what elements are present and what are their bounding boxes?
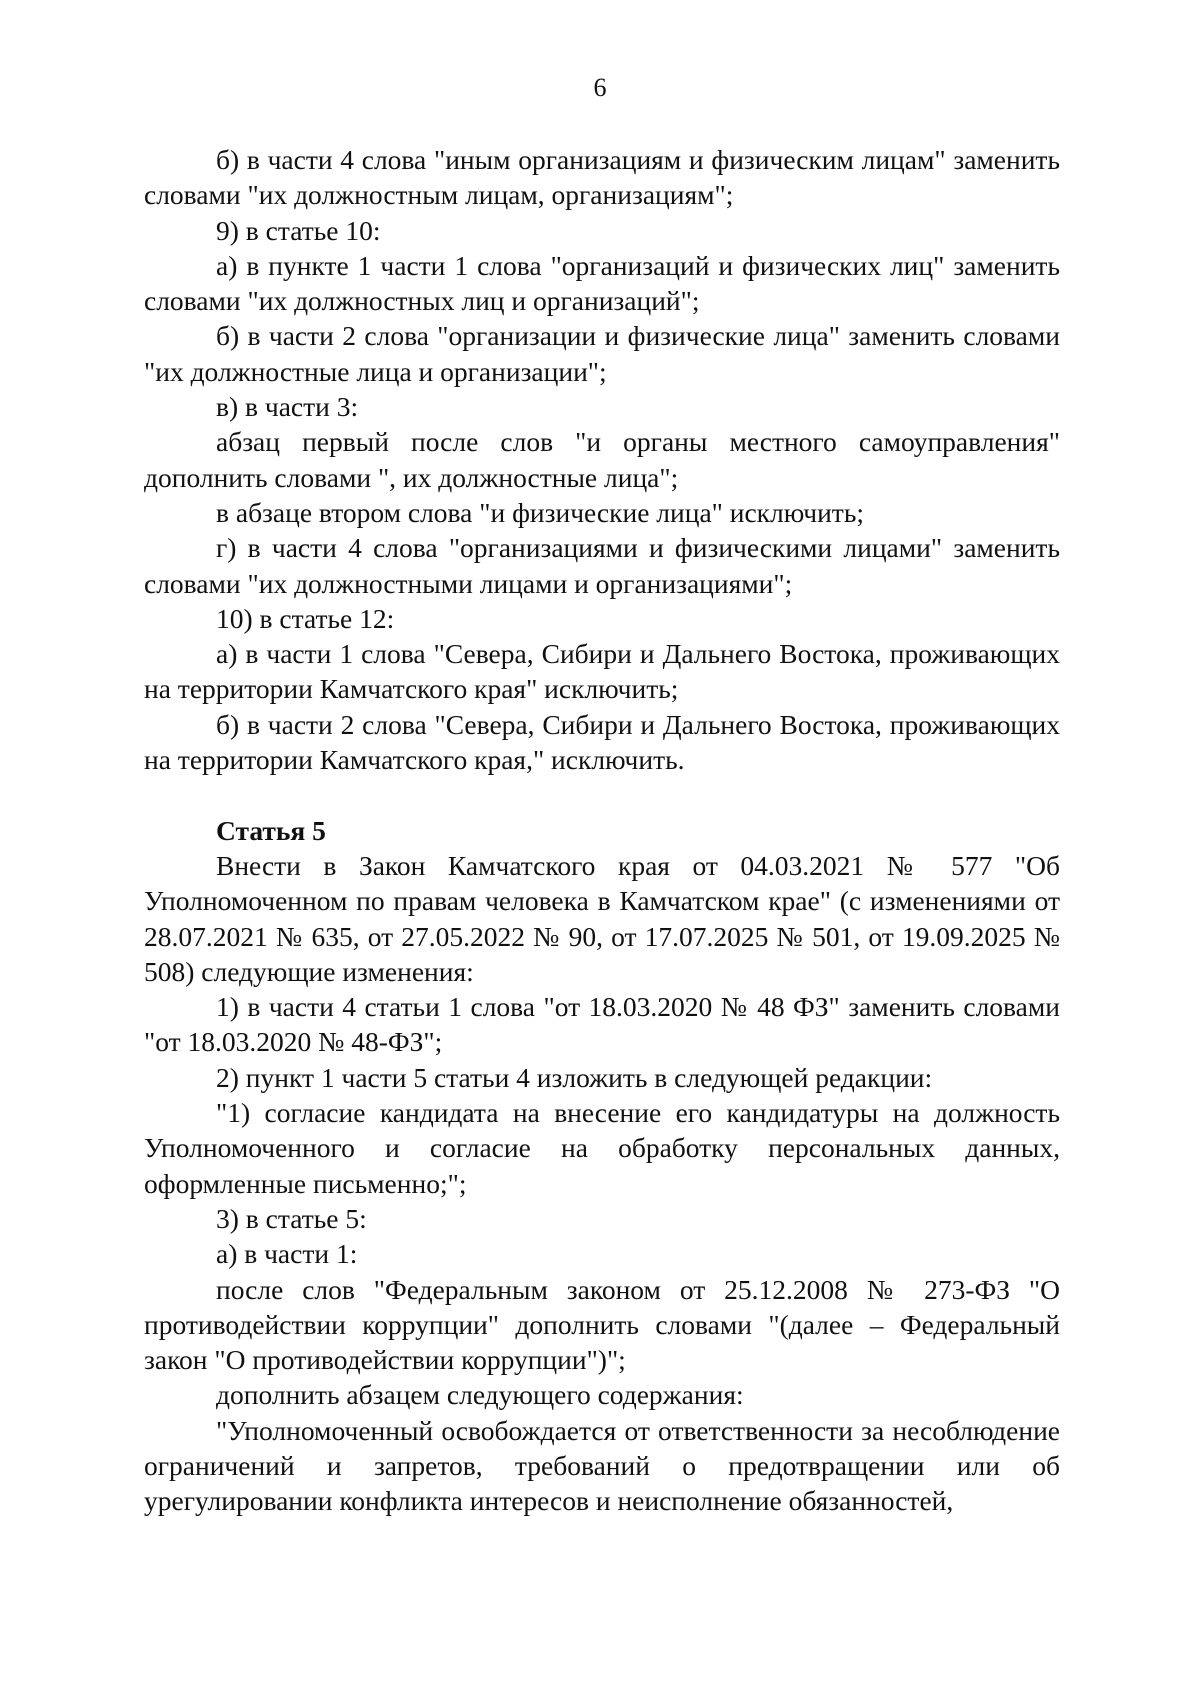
paragraph: 9) в статье 10: xyxy=(216,214,381,246)
paragraph: а) в пункте 1 части 1 слова "организаций и физических лиц" заменить словами "их должностных лиц и организаций"; xyxy=(144,249,1060,317)
paragraph: а) в части 1: xyxy=(216,1238,358,1270)
paragraph: Внести в Закон Камчатского края от 04.03.2021 № 577 "Об Уполномоченном по правам человека в Камчатском крае" (с изменениями от 28.07.2021 № 635, от 27.05.2022 № 90, от 17.07.2025 № 501, от 19.09.2025 № 508) следующие изменения: xyxy=(144,849,1060,987)
paragraph: а) в части 1 слова "Севера, Сибири и Дальнего Востока, проживающих на территории Камчатского края" исключить; xyxy=(144,638,1060,705)
paragraph: г) в части 4 слова "организациями и физическими лицами" заменить словами "их должностными лицами и организациями"; xyxy=(144,532,1060,599)
paragraph: в) в части 3: xyxy=(216,391,359,423)
page-number: 6 xyxy=(593,73,607,102)
paragraph: после слов "Федеральным законом от 25.12.2008 № 273-ФЗ "О противодействии коррупции" дополнить словами "(далее – Федеральный закон "О противодействии коррупции")"; xyxy=(144,1273,1060,1376)
paragraph: 10) в статье 12: xyxy=(216,602,395,634)
paragraph: 2) пункт 1 части 5 статьи 4 изложить в следующей редакции: xyxy=(216,1061,933,1093)
paragraph: б) в части 4 слова "иным организациям и физическим лицам" заменить словами "их должностным лицам, организациям"; xyxy=(144,144,1060,211)
paragraph: б) в части 2 слова "Севера, Сибири и Дальнего Востока, проживающих на территории Камчатского края," исключить. xyxy=(144,708,1060,776)
paragraph: "1) согласие кандидата на внесение его кандидатуры на должность Уполномоченного и согласие на обработку персональных данных, оформленные письменно;"; xyxy=(144,1097,1060,1199)
paragraph: "Уполномоченный освобождается от ответственности за несоблюдение ограничений и запретов, требований о предотвращении или об урегулировании конфликта интересов и неисполнение обязанностей, xyxy=(144,1414,1060,1517)
paragraph: в абзаце втором слова "и физические лица" исключить; xyxy=(216,496,864,528)
article-heading: Статья 5 xyxy=(216,814,326,846)
document-body xyxy=(144,142,1060,1519)
paragraph: 3) в статье 5: xyxy=(216,1202,367,1234)
paragraph: б) в части 2 слова "организации и физические лица" заменить словами "их должностные лица и организации"; xyxy=(144,320,1060,387)
paragraph: дополнить абзацем следующего содержания: xyxy=(216,1379,744,1411)
paragraph: абзац первый после слов "и органы местного самоуправления" дополнить словами ", их должностные лица"; xyxy=(144,426,1060,493)
paragraph: 1) в части 4 статьи 1 слова "от 18.03.2020 № 48 ФЗ" заменить словами "от 18.03.2020 № 48-ФЗ"; xyxy=(144,991,1060,1058)
